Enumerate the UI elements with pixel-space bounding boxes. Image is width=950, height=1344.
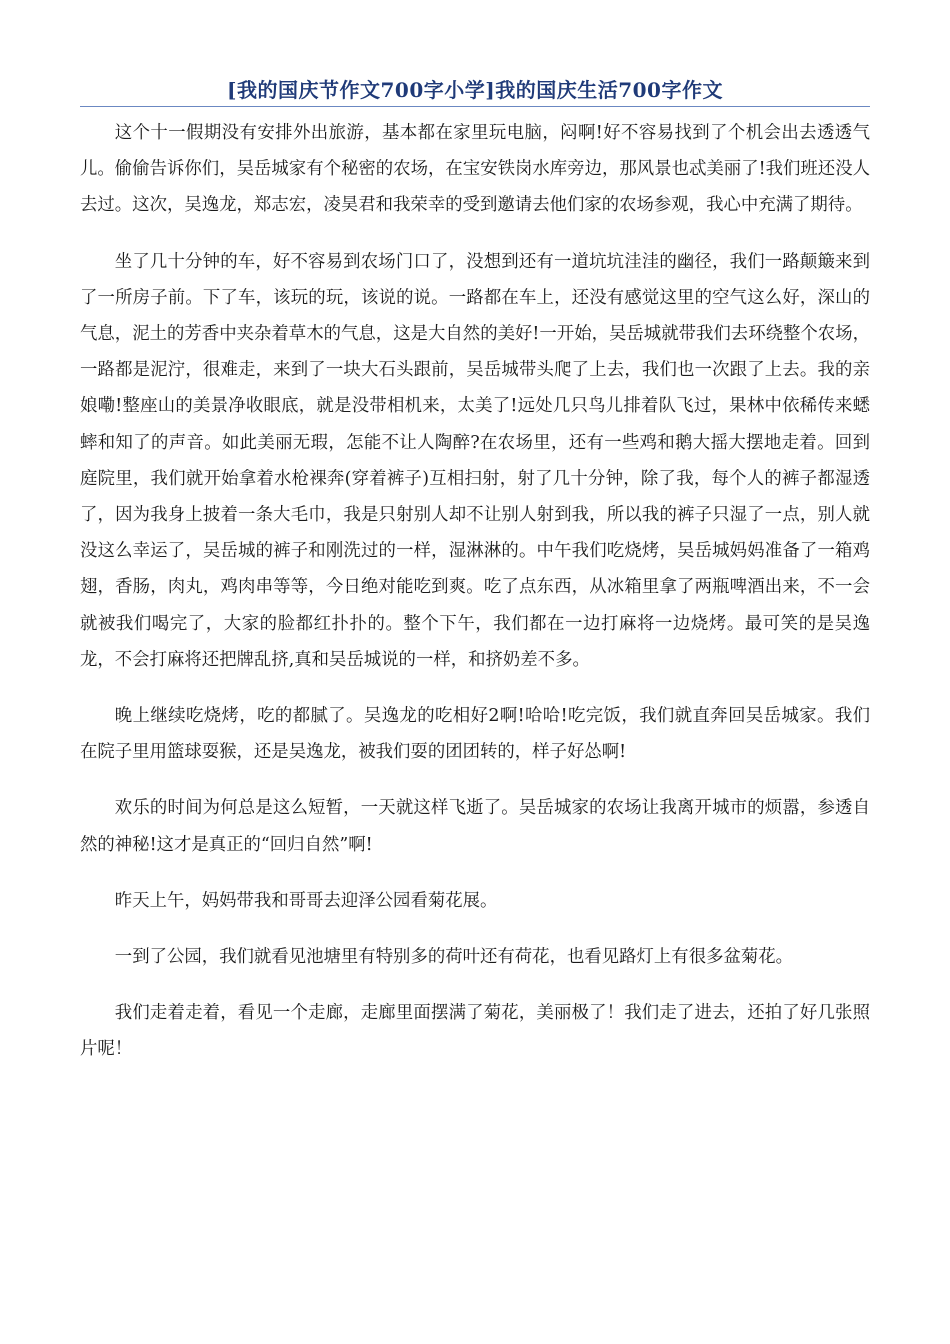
paragraph: 一到了公园，我们就看见池塘里有特别多的荷叶还有荷花，也看见路灯上有很多盆菊花。 [114, 947, 794, 968]
paragraph: 昨天上午，妈妈带我和哥哥去迎泽公园看菊花展。 [114, 890, 498, 911]
document-title: [我的国庆节作文700字小学]我的国庆生活700字作文 [80, 76, 870, 107]
paragraph: 这个十一假期没有安排外出旅游，基本都在家里玩电脑，闷啊!好不容易找到了个机会出去透透气儿。偷偷告诉你们，吴岳城家有个秘密的农场，在宝安铁岗水库旁边，那风景也忒美丽了!我们班还没人去过。这次，吴逸龙，郑志宏，凌昊君和我荣幸的受到邀请去他们家的农场参观，我心中充满了期待。 [80, 123, 870, 216]
paragraph: 欢乐的时间为何总是这么短暂，一天就这样飞逝了。吴岳城家的农场让我离开城市的烦嚣，参透自然的神秘!这才是真正的“回归自然”啊! [80, 798, 870, 855]
document-body [80, 115, 870, 1068]
document-page [80, 76, 870, 1088]
paragraph: 坐了几十分钟的车，好不容易到农场门口了，没想到还有一道坑坑洼洼的幽径，我们一路颠簸来到了一所房子前。下了车，该玩的玩，该说的说。一路都在车上，还没有感觉这里的空气这么好，深山的气息，泥土的芳香中夹杂着草木的气息，这是大自然的美好!一开始，吴岳城就带我们去环绕整个农场，一路都是泥泞，很难走，来到了一块大石头跟前，吴岳城带头爬了上去，我们也一次跟了上去。我的亲娘嘞!整座山的美景净收眼底，就是没带相机来，太美了!远处几只鸟儿排着队飞过，果林中依稀传来蟋蟀和知了的声音。如此美丽无瑕，怎能不让人陶醉?在农场里，还有一些鸡和鹅大摇大摆地走着。回到庭院里，我们就开始拿着水枪裸奔(穿着裤子)互相扫射，射了几十分钟，除了我，每个人的裤子都湿透了，因为我身上披着一条大毛巾，我是只射别人却不让别人射到我，所以我的裤子只湿了一点，别人就没这么幸运了，吴岳城的裤子和刚洗过的一样，湿淋淋的。中午我们吃烧烤，吴岳城妈妈准备了一箱鸡翅，香肠，肉丸，鸡肉串等等，今日绝对能吃到爽。吃了点东西，从冰箱里拿了两瓶啤酒出来，不一会就被我们喝完了，大家的脸都红扑扑的。整个下午，我们都在一边打麻将一边烧烤。最可笑的是吴逸龙，不会打麻将还把牌乱挤,真和吴岳城说的一样，和挤奶差不多。 [80, 251, 870, 670]
paragraph: 晚上继续吃烧烤，吃的都腻了。吴逸龙的吃相好2啊!哈哈!吃完饭，我们就直奔回吴岳城家。我们在院子里用篮球耍猴，还是吴逸龙，被我们耍的团团转的，样子好怂啊! [80, 706, 870, 763]
paragraph: 我们走着走着，看见一个走廊，走廊里面摆满了菊花，美丽极了！我们走了进去，还拍了好几张照片呢！ [80, 1003, 870, 1060]
